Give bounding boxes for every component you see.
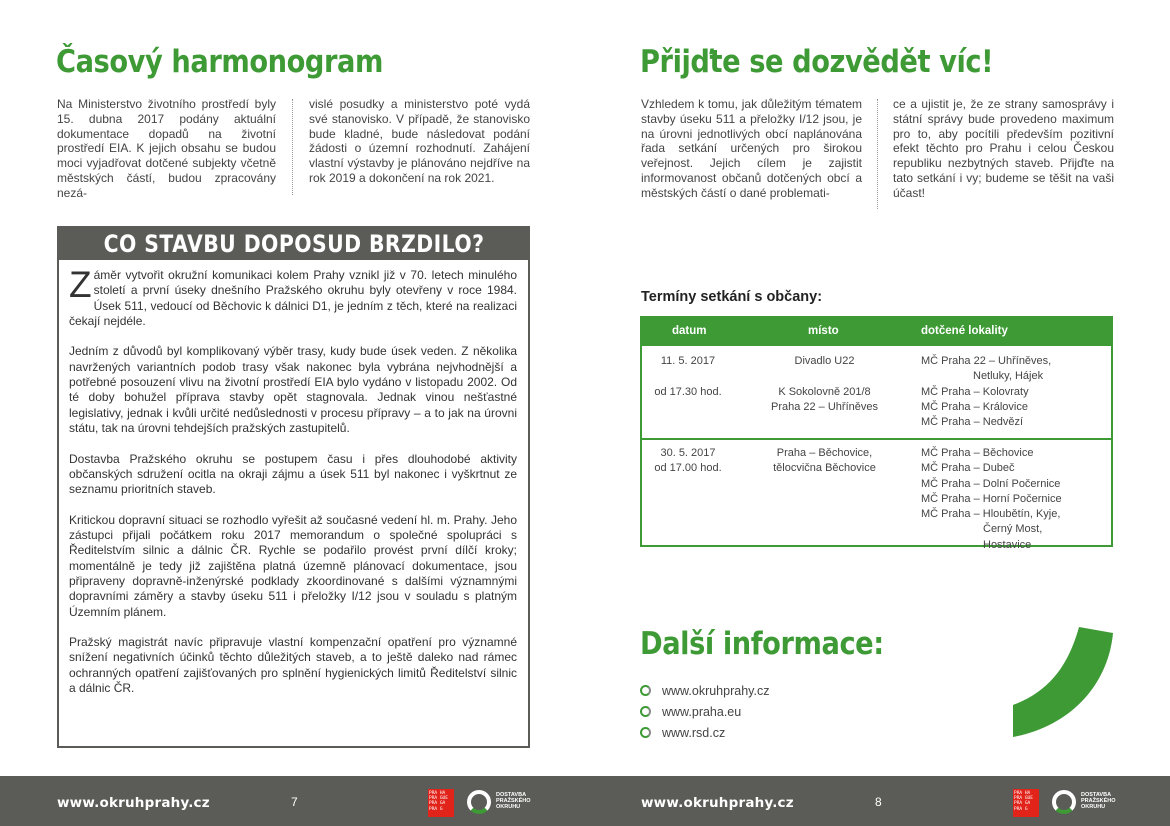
cell-locations: MČ Praha – Běchovice MČ Praha – Dubeč MČ Praha – Dolní Počernice MČ Praha – Horní Počernice MČ Praha – Hloubětín, Kyje, Černý Most, Hostavice [921,447,1062,551]
link-praha[interactable]: www.praha.eu [662,704,742,719]
schedule-text-col1: Na Ministerstvo životního prostředí byly 15. dubna 2017 podány aktuální dokumentace dopadů na životní prostředí EIA. K jejich obsahu se budou moci vyjadřovat dotčené subjekty včetně městských částí, budou zpracovány nezá- [57,97,276,200]
links-list [640,680,769,743]
decorative-arc-graphic [1013,627,1113,737]
column-header-date: datum [672,325,707,337]
page-number-left: 7 [291,795,298,809]
okruh-logo-icon [1052,790,1076,814]
page-number-right: 8 [875,795,882,809]
cell-place: Divadlo U22 K Sokolovně 201/8 Praha 22 – Uhříněves [770,355,878,413]
ring-bullet-icon [640,727,651,738]
link-rsd[interactable]: www.rsd.cz [662,725,726,740]
link-item[interactable] [640,701,769,722]
praha-logo: PRA HA PRA GUE PRA GA PRA G [428,789,454,817]
okruh-logo-icon [467,790,491,814]
paragraph: Záměr vytvořit okružní komunikaci kolem Prahy vznikl již v 70. letech minulého století a první úseky dnešního Pražského okruhu byly otevřeny v roce 1984. Úsek 511, vedoucí od Běchovic k dálnici D1, je jedním z těch, které na realizaci čekají nejdéle. [69,264,517,328]
row-separator [642,438,1111,440]
page-title-schedule: Časový harmonogram [56,44,383,80]
schedule-text-col2: vislé posudky a ministerstvo poté vydá své stanovisko. V případě, že stanovisko bude kladné, bude následovat podání žádosti o územní rozhodnutí. Zahájení vlastní výstavby je plánováno nejdříve na rok 2019 a dokončení na rok 2021. [309,97,530,185]
praha-logo: PRA HA PRA GUE PRA GA PRA G [1013,789,1039,817]
table-header [642,318,1111,346]
dropcap: Z [69,264,92,305]
cell-date: 11. 5. 2017 od 17.30 hod. [654,355,722,398]
footer [0,776,1170,826]
okruh-logo-text: DOSTAVBA PRAŽSKÉHO OKRUHU [496,792,531,810]
paragraph: Jedním z důvodů byl komplikovaný výběr trasy, kudy bude úsek veden. Z několika navržených variantních podob trasy však nakonec byla vybrána nejvhodnější a potřebné posouzení vlivu na životní prostředí EIA bylo vydáno v listopadu 2002. Od té doby bohužel příprava stavby opět stagnovala. Jednak vinou nešťastné legislativy, jednak i kvůli určité nedůslednosti v procesu přípravy – a to jak na úrovni státu, tak na úrovni tehdejších pražských zastupitelů. [69,344,517,435]
ring-bullet-icon [640,706,651,717]
link-okruhprahy[interactable]: www.okruhprahy.cz [662,683,770,698]
cell-date: 30. 5. 2017 od 17.00 hod. [654,447,722,475]
footer-url-left[interactable]: www.okruhprahy.cz [57,795,210,811]
meetings-table [640,316,1113,551]
column-divider [877,99,878,209]
cell-locations: MČ Praha 22 – Uhříněves, Netluky, Hájek MČ Praha – Kolovraty MČ Praha – Královice MČ Praha – Nedvězí [921,355,1052,429]
learn-more-text-col2: ce a ujistit je, že ze strany samosprávy i státní správy bude provedeno maximum pro to, aby pocítili především pozitivní efekt těchto pro Prahu i celou Českou republiku nezbytných staveb. Přijďte na tato setkání i vy; budeme se těšit na vaši účast! [893,97,1114,200]
okruh-logo-text: DOSTAVBA PRAŽSKÉHO OKRUHU [1081,792,1116,810]
ring-bullet-icon [640,685,651,696]
table-title: Termíny setkání s občany: [641,289,823,305]
info-box-heading: CO STAVBU DOPOSUD BRZDILO? [59,228,528,260]
more-info-title: Další informace: [640,626,884,662]
link-item[interactable] [640,680,769,701]
column-header-place: místo [808,325,839,337]
learn-more-text-col1: Vzhledem k tomu, jak důležitým tématem stavby úseku 511 a přeložky I/12 jsou, je na úrovni jednotlivých obcí naplánována řada setkání určených pro širokou veřejnost. Jejich cílem je zajistit informovanost občanů dotčených obcí a městských částí o dané problemati- [641,97,862,200]
paragraph: Kritickou dopravní situaci se rozhodlo vyřešit až současné vedení hl. m. Prahy. Jeho zástupci přijali počátkem roku 2017 memorandum o společné spolupráci s Ředitelstvím silnic a dálnic ČR. Rychle se podařilo provést první dílčí kroky; momentálně je tedy již zajištěna platná územně plánovací dokumentace, jsou připraveny dopravně-inženýrské podklady zkoordinované s dalšími významnými dopravními záměry a stavby úseku 511 i přeložky I/12 jsou v souladu s platným Územním plánem. [69,512,517,619]
page-title-learn-more: Přijďte se dozvědět víc! [640,44,994,80]
cell-place: Praha – Běchovice, tělocvična Běchovice [773,447,876,475]
info-box [57,226,530,748]
info-box-body [69,264,517,712]
paragraph: Dostavba Pražského okruhu se postupem času i přes dlouhodobé aktivity občanských sdružení ocitla na okraji zájmu a úsek 511 byl nakonec i vyškrtnut ze seznamu prioritních staveb. [69,451,517,497]
column-divider [292,99,293,195]
column-header-locations: dotčené lokality [921,325,1008,337]
footer-url-right[interactable]: www.okruhprahy.cz [641,795,794,811]
link-item[interactable] [640,722,769,743]
paragraph: Pražský magistrát navíc připravuje vlastní kompenzační opatření pro významné snížení negativních účinků těchto důležitých staveb, a to ještě daleko nad rámec ochranných opatření zajišťovaných pro splnění hygienických limitů Ředitelství silnic a dálnic ČR. [69,635,517,696]
